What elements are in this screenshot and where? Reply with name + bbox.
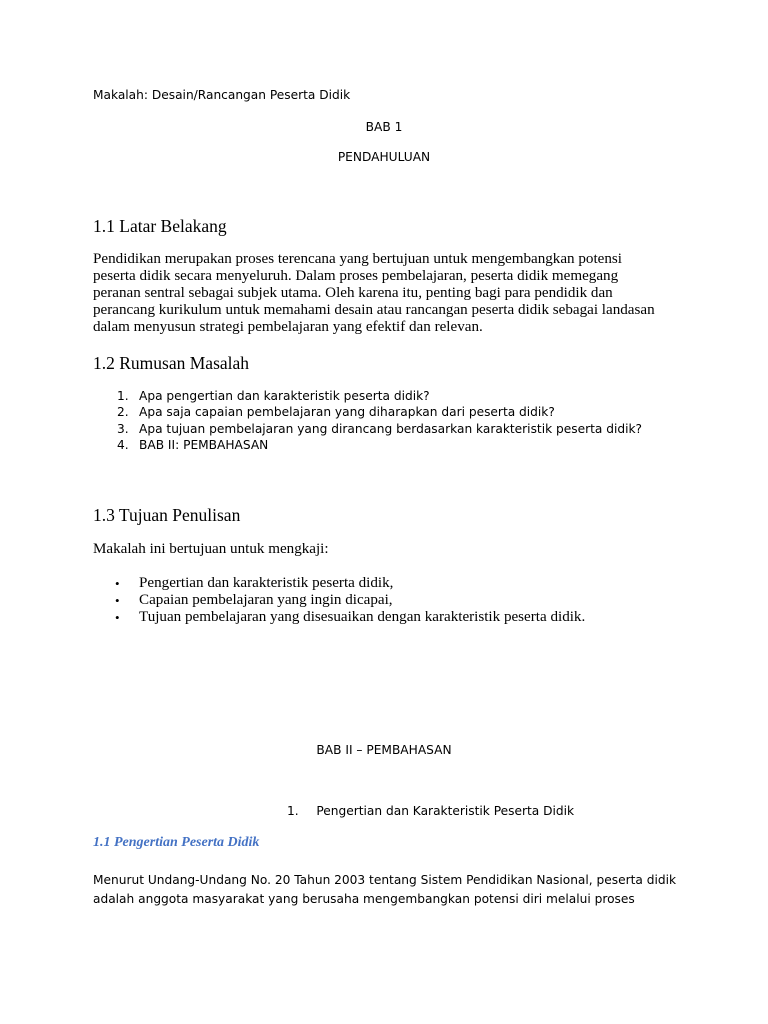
paragraph-line: Menurut Undang-Undang No. 20 Tahun 2003 tentang Sistem Pendidikan Nasional, peserta didik: [93, 873, 677, 887]
paragraph-line: peserta didik secara menyeluruh. Dalam proses pembelajaran, peserta didik memegang: [93, 268, 619, 284]
closing-paragraph: [93, 871, 676, 908]
tujuan-bullet-list: [93, 575, 585, 626]
paragraph-line: adalah anggota masyarakat yang berusaha mengembangkan potensi diri melalui proses: [93, 891, 635, 906]
paragraph-line: dalam menyusun strategi pembelajaran yang efektif dan relevan.: [93, 319, 483, 335]
chapter-2-title: BAB II – PEMBAHASAN: [316, 743, 452, 757]
list-item-text: Apa tujuan pembelajaran yang dirancang berdasarkan karakteristik peserta didik?: [139, 421, 642, 436]
bullet-item: [93, 575, 585, 592]
section-heading-latar-belakang: 1.1 Latar Belakang: [93, 216, 227, 236]
bullet-item-text: Tujuan pembelajaran yang disesuaikan dengan karakteristik peserta didik.: [139, 609, 586, 625]
list-item-text: Pengertian dan Karakteristik Peserta Didik: [316, 804, 575, 818]
list-item-text: BAB II: PEMBAHASAN: [139, 437, 269, 452]
latar-belakang-paragraph: [93, 251, 693, 336]
bullet-icon: •: [115, 593, 120, 608]
chapter-2-list-item: [287, 804, 574, 818]
list-number: 2.: [117, 405, 129, 420]
rumusan-masalah-list: [93, 388, 642, 453]
list-number: 1.: [287, 804, 299, 818]
list-item: [93, 388, 642, 404]
bullet-item: [93, 609, 585, 626]
list-item-text: Apa saja capaian pembelajaran yang diharapkan dari peserta didik?: [139, 405, 555, 420]
list-number: 3.: [117, 421, 129, 436]
subsection-heading-pengertian: 1.1 Pengertian Peserta Didik: [93, 835, 260, 850]
bullet-icon: •: [115, 610, 120, 625]
list-item: [93, 404, 642, 420]
list-item-text: Apa pengertian dan karakteristik peserta didik?: [139, 389, 430, 403]
bullet-icon: •: [115, 576, 120, 591]
bullet-item: [93, 592, 585, 609]
document-title: Makalah: Desain/Rancangan Peserta Didik: [93, 88, 351, 102]
paragraph-line: peranan sentral sebagai subjek utama. Oleh karena itu, penting bagi para pendidik dan: [93, 285, 613, 301]
paragraph-line: perancang kurikulum untuk memahami desain atau rancangan peserta didik sebagai landasan: [93, 302, 655, 318]
list-item: [93, 437, 642, 453]
section-heading-tujuan-penulisan: 1.3 Tujuan Penulisan: [93, 505, 241, 525]
section-heading-rumusan-masalah: 1.2 Rumusan Masalah: [93, 353, 250, 373]
paragraph-line: Pendidikan merupakan proses terencana yang bertujuan untuk mengembangkan potensi: [93, 251, 622, 267]
list-number: 4.: [117, 437, 129, 452]
tujuan-intro: Makalah ini bertujuan untuk mengkaji:: [93, 541, 329, 557]
chapter-label: BAB 1: [365, 120, 403, 134]
list-number: 1.: [117, 389, 129, 403]
list-item: [93, 421, 642, 437]
bullet-item-text: Pengertian dan karakteristik peserta didik,: [139, 575, 394, 591]
chapter-title: PENDAHULUAN: [337, 150, 431, 164]
bullet-item-text: Capaian pembelajaran yang ingin dicapai,: [139, 592, 393, 608]
